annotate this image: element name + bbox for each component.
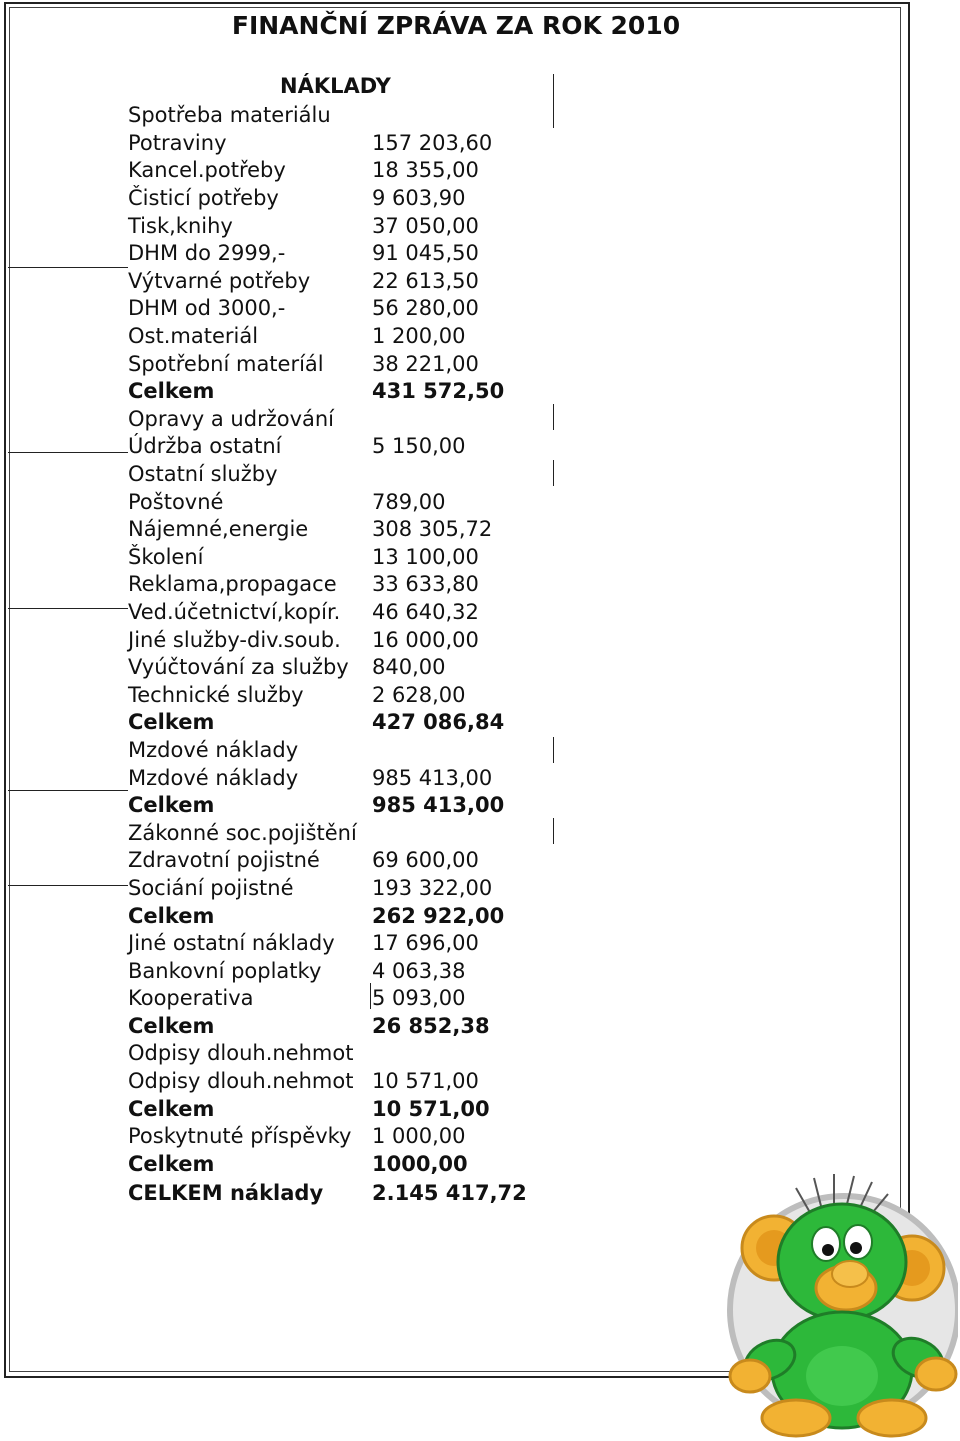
table-row	[128, 102, 608, 130]
table-row	[128, 626, 608, 654]
row-label: CELKEM náklady	[128, 1181, 324, 1206]
row-value: 56 280,00	[372, 296, 479, 321]
green-monkey-plush-icon	[722, 1170, 958, 1438]
total-row	[128, 902, 608, 930]
row-label: Odpisy dlouh.nehmot	[128, 1041, 354, 1066]
row-value: 985 413,00	[372, 765, 493, 790]
connector-line	[8, 452, 128, 453]
connector-line	[8, 608, 128, 609]
row-label: Celkem	[128, 793, 215, 818]
row-value: 10 571,00	[372, 1096, 490, 1121]
row-label: Jiné ostatní náklady	[128, 931, 335, 956]
bracket-tick	[553, 404, 554, 430]
table-row	[128, 1068, 608, 1096]
total-row	[128, 378, 608, 406]
row-label: Kooperativa	[128, 986, 254, 1011]
row-value: 1 200,00	[372, 324, 466, 349]
connector-line	[8, 885, 128, 886]
row-label: Odpisy dlouh.nehmot	[128, 1069, 354, 1094]
row-label: Ved.účetnictví,kopír.	[128, 599, 341, 624]
expense-table	[128, 102, 608, 1208]
table-row	[128, 130, 608, 158]
table-row	[128, 295, 608, 323]
row-label: Ostatní služby	[128, 462, 278, 487]
row-label: Opravy a udržování	[128, 406, 335, 431]
table-row	[128, 819, 608, 847]
row-value: 427 086,84	[372, 710, 505, 735]
connector-line	[8, 267, 128, 268]
total-row	[128, 792, 608, 820]
row-label: DHM do 2999,-	[128, 241, 286, 266]
total-row	[128, 1151, 608, 1179]
table-row	[128, 323, 608, 351]
row-label: DHM od 3000,-	[128, 296, 286, 321]
row-label: Ost.materiál	[128, 324, 259, 349]
row-label: Nájemné,energie	[128, 517, 309, 542]
row-value: 262 922,00	[372, 903, 505, 928]
row-label: Celkem	[128, 1096, 215, 1121]
table-row	[128, 847, 608, 875]
table-row	[128, 240, 608, 268]
table-row	[128, 157, 608, 185]
row-value: 38 221,00	[372, 351, 479, 376]
row-value: 1000,00	[372, 1151, 468, 1176]
bracket-tick	[370, 983, 371, 1009]
row-value: 33 633,80	[372, 572, 479, 597]
row-label: Zákonné soc.pojištění	[128, 820, 357, 845]
row-label: Celkem	[128, 1013, 215, 1038]
table-row	[128, 875, 608, 903]
table-row	[128, 654, 608, 682]
bracket-tick	[553, 818, 554, 844]
table-row	[128, 461, 608, 489]
table-row	[128, 516, 608, 544]
table-row	[128, 544, 608, 572]
row-label: Poskytnuté příspěvky	[128, 1124, 352, 1149]
row-value: 26 852,38	[372, 1013, 490, 1038]
table-row	[128, 764, 608, 792]
row-label: Spotřební materíál	[128, 351, 324, 376]
section-heading-naklady: NÁKLADY	[280, 74, 391, 98]
row-value: 13 100,00	[372, 544, 479, 569]
bracket-tick	[553, 737, 554, 763]
row-value: 193 322,00	[372, 875, 493, 900]
table-row	[128, 681, 608, 709]
total-row	[128, 709, 608, 737]
table-row	[128, 985, 608, 1013]
total-row	[128, 1095, 608, 1123]
bracket-tick	[553, 74, 554, 128]
row-label: Mzdové náklady	[128, 765, 299, 790]
row-value: 16 000,00	[372, 627, 479, 652]
row-label: Tisk,knihy	[128, 213, 233, 238]
table-row	[128, 571, 608, 599]
table-row	[128, 268, 608, 296]
row-value: 17 696,00	[372, 931, 479, 956]
row-label: Údržba ostatní	[128, 434, 282, 459]
row-label: Školení	[128, 544, 204, 569]
row-value: 2.145 417,72	[372, 1181, 527, 1206]
table-row	[128, 406, 608, 434]
row-label: Celkem	[128, 379, 215, 404]
table-row	[128, 433, 608, 461]
row-label: Reklama,propagace	[128, 572, 337, 597]
row-label: Spotřeba materiálu	[128, 103, 331, 128]
row-value: 840,00	[372, 655, 446, 680]
row-value: 9 603,90	[372, 186, 466, 211]
table-row	[128, 488, 608, 516]
table-row	[128, 1123, 608, 1151]
table-row	[128, 930, 608, 958]
row-value: 431 572,50	[372, 379, 505, 404]
row-value: 46 640,32	[372, 599, 479, 624]
row-label: Technické služby	[128, 682, 304, 707]
row-value: 1 000,00	[372, 1124, 466, 1149]
row-label: Výtvarné potřeby	[128, 268, 311, 293]
row-value: 985 413,00	[372, 793, 505, 818]
row-value: 5 150,00	[372, 434, 466, 459]
row-label: Celkem	[128, 903, 215, 928]
row-value: 91 045,50	[372, 241, 479, 266]
row-label: Mzdové náklady	[128, 737, 299, 762]
row-label: Potraviny	[128, 130, 227, 155]
total-row	[128, 1013, 608, 1041]
bracket-tick	[553, 460, 554, 486]
table-row	[128, 599, 608, 627]
table-row	[128, 350, 608, 378]
row-label: Jiné služby-div.soub.	[128, 627, 341, 652]
table-row	[128, 737, 608, 765]
row-value: 5 093,00	[372, 986, 466, 1011]
table-row	[128, 212, 608, 240]
row-value: 69 600,00	[372, 848, 479, 873]
row-label: Sociání pojistné	[128, 875, 294, 900]
row-value: 4 063,38	[372, 958, 466, 983]
table-row	[128, 1040, 608, 1068]
table-row	[128, 957, 608, 985]
row-label: Kancel.potřeby	[128, 158, 286, 183]
row-value: 157 203,60	[372, 130, 493, 155]
row-value: 37 050,00	[372, 213, 479, 238]
row-label: Celkem	[128, 710, 215, 735]
row-label: Čisticí potřeby	[128, 186, 279, 211]
row-label: Celkem	[128, 1151, 215, 1176]
total-row	[128, 1180, 608, 1208]
row-value: 2 628,00	[372, 682, 466, 707]
row-value: 22 613,50	[372, 268, 479, 293]
row-label: Vyúčtování za služby	[128, 655, 349, 680]
row-value: 308 305,72	[372, 517, 493, 542]
row-value: 18 355,00	[372, 158, 479, 183]
row-label: Poštovné	[128, 489, 224, 514]
table-row	[128, 185, 608, 213]
row-value: 10 571,00	[372, 1069, 479, 1094]
connector-line	[8, 790, 128, 791]
row-label: Bankovní poplatky	[128, 958, 322, 983]
report-title: FINANČNÍ ZPRÁVA ZA ROK 2010	[231, 11, 681, 40]
row-label: Zdravotní pojistné	[128, 848, 320, 873]
row-value: 789,00	[372, 489, 446, 514]
